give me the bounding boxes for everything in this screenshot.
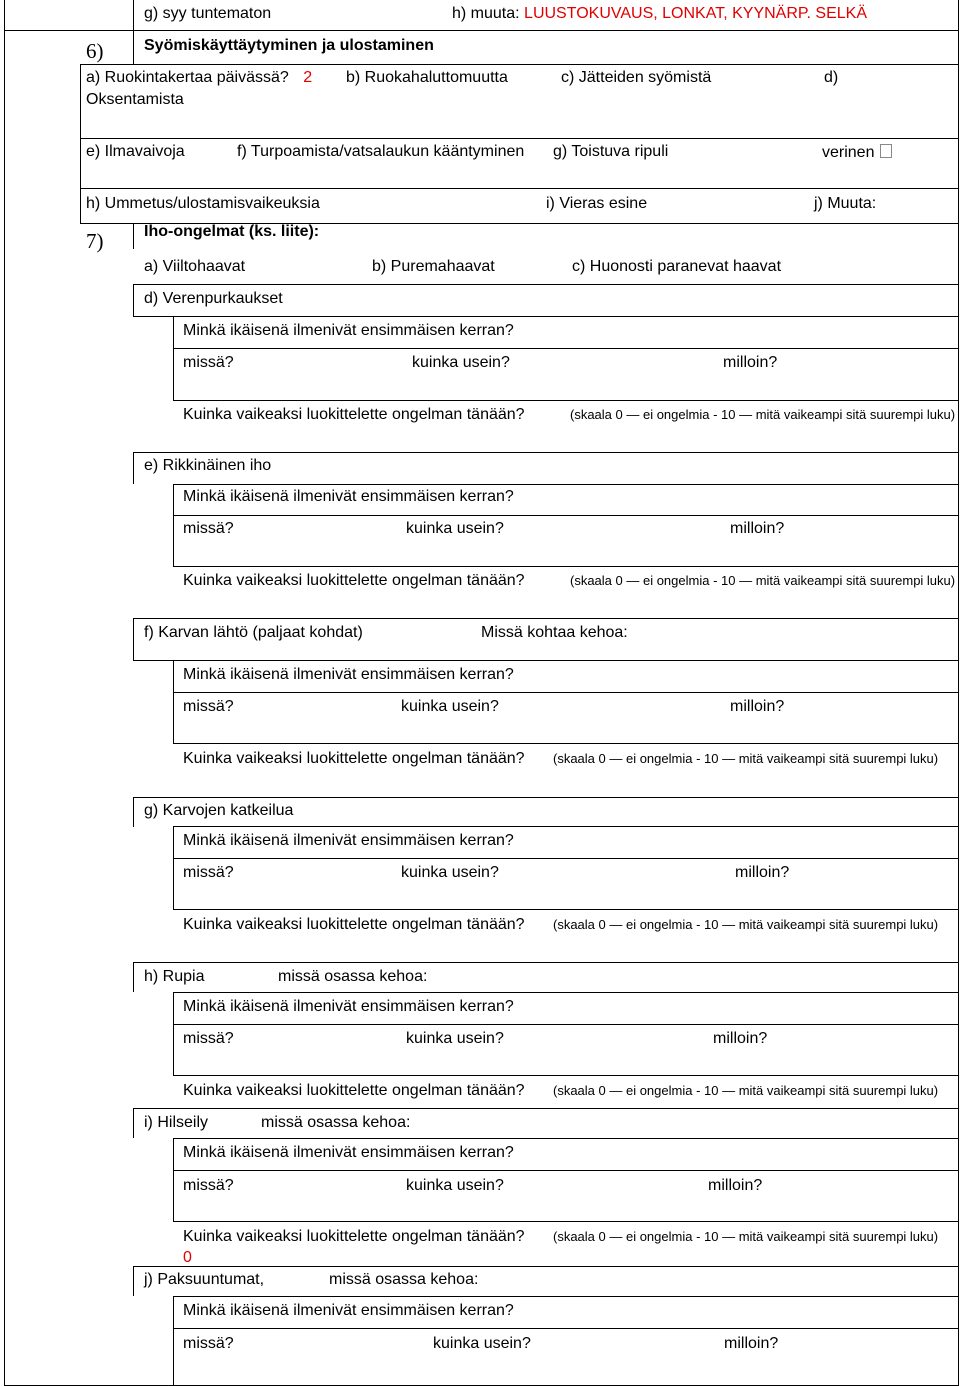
- when-label: milloin?: [735, 864, 790, 881]
- divider: [80, 138, 959, 139]
- when-label: milloin?: [723, 354, 778, 371]
- divider: [173, 743, 959, 744]
- option-other-value: LUUSTOKUVAUS, LONKAT, KYYNÄRP. SELKÄ: [524, 5, 867, 22]
- how-often-label: kuinka usein?: [406, 520, 504, 537]
- severity-question: Kuinka vaikeaksi luokittelette ongelman tänään?: [183, 572, 525, 589]
- option-vomiting: Oksentamista: [86, 91, 184, 108]
- divider: [133, 1266, 959, 1267]
- option-recurring-diarrhea: g) Toistuva ripuli: [553, 143, 669, 160]
- checkbox-icon[interactable]: [880, 144, 892, 158]
- severity-scale: (skaala 0 — ei ongelmia - 10 — mitä vaikeampi sitä suurempi luku): [570, 407, 956, 422]
- option-foreign-object: i) Vieras esine: [546, 195, 648, 212]
- divider: [173, 316, 174, 401]
- divider: [173, 826, 959, 827]
- divider: [133, 452, 959, 453]
- severity-question: Kuinka vaikeaksi luokittelette ongelman tänään?: [183, 916, 525, 933]
- bloody-label: verinen: [822, 144, 875, 161]
- where-on-body-label: missä osassa kehoa:: [261, 1114, 411, 1131]
- how-often-label: kuinka usein?: [433, 1335, 531, 1352]
- option-loss-of-appetite: b) Ruokahaluttomuutta: [346, 69, 508, 86]
- where-label: missä?: [183, 1335, 234, 1352]
- option-other-label: h) muuta:: [452, 5, 520, 22]
- divider: [4, 30, 959, 31]
- when-label: milloin?: [730, 698, 785, 715]
- option-d-label: d): [824, 69, 839, 86]
- how-often-label: kuinka usein?: [401, 864, 499, 881]
- divider: [173, 992, 959, 993]
- option-constipation: h) Ummetus/ulostamisvaikeuksia: [86, 195, 320, 212]
- severity-scale: (skaala 0 — ei ongelmia - 10 — mitä vaikeampi sitä suurempi luku): [553, 917, 939, 932]
- where-label: missä?: [183, 1177, 234, 1194]
- severity-question: Kuinka vaikeaksi luokittelette ongelman tänään?: [183, 750, 525, 767]
- option-broken-skin: e) Rikkinäinen iho: [144, 457, 272, 474]
- when-label: milloin?: [708, 1177, 763, 1194]
- divider: [133, 452, 134, 484]
- where-label: missä?: [183, 1030, 234, 1047]
- age-question: Minkä ikäisenä ilmenivät ensimmäisen kerran?: [183, 488, 514, 505]
- when-label: milloin?: [713, 1030, 768, 1047]
- where-on-body-label: missä osassa kehoa:: [278, 968, 428, 985]
- option-poorly-healing: c) Huonosti paranevat haavat: [572, 258, 782, 275]
- where-label: missä?: [183, 520, 234, 537]
- option-other-6: j) Muuta:: [814, 195, 877, 212]
- option-scabs: h) Rupia: [144, 968, 205, 985]
- divider: [173, 484, 174, 567]
- option-cuts: a) Viiltohaavat: [144, 258, 246, 275]
- divider: [173, 484, 959, 485]
- divider: [173, 348, 959, 349]
- where-label: missä?: [183, 698, 234, 715]
- severity-scale: (skaala 0 — ei ongelmia - 10 — mitä vaikeampi sitä suurempi luku): [553, 1083, 939, 1098]
- divider: [173, 1138, 959, 1139]
- left-border: [4, 0, 5, 1386]
- divider: [133, 962, 959, 963]
- divider: [173, 400, 959, 401]
- divider: [173, 858, 959, 859]
- option-scaling: i) Hilseily: [144, 1114, 208, 1131]
- section-number: 7): [86, 229, 104, 253]
- how-often-label: kuinka usein?: [401, 698, 499, 715]
- severity-question: Kuinka vaikeaksi luokittelette ongelman tänään?: [183, 1082, 525, 1099]
- divider: [133, 1108, 134, 1138]
- divider: [80, 188, 959, 189]
- divider: [133, 962, 134, 992]
- divider: [173, 992, 174, 1076]
- divider: [80, 64, 81, 224]
- divider: [133, 284, 959, 285]
- option-eating-waste: c) Jätteiden syömistä: [561, 69, 712, 86]
- severity-scale: (skaala 0 — ei ongelmia - 10 — mitä vaikeampi sitä suurempi luku): [570, 573, 956, 588]
- divider: [80, 64, 959, 65]
- divider: [173, 1170, 959, 1171]
- where-label: missä?: [183, 354, 234, 371]
- section-number: 6): [86, 39, 104, 63]
- when-label: milloin?: [730, 520, 785, 537]
- divider: [133, 618, 959, 619]
- severity-question: Kuinka vaikeaksi luokittelette ongelman tänään?: [183, 406, 525, 423]
- feedings-label: a) Ruokintakertaa päivässä?: [86, 69, 289, 86]
- divider: [173, 1138, 174, 1222]
- divider: [133, 1266, 134, 1296]
- divider: [173, 826, 174, 910]
- divider: [133, 284, 134, 317]
- divider: [133, 223, 134, 249]
- severity-question: Kuinka vaikeaksi luokittelette ongelman tänään?: [183, 1228, 525, 1245]
- where-on-body-label: Missä kohtaa kehoa:: [481, 624, 628, 641]
- age-question: Minkä ikäisenä ilmenivät ensimmäisen kerran?: [183, 998, 514, 1015]
- option-bloat-torsion: f) Turpoamista/vatsalaukun kääntyminen: [237, 143, 525, 160]
- divider: [133, 316, 959, 317]
- divider: [133, 660, 959, 661]
- divider: [173, 1296, 174, 1386]
- where-label: missä?: [183, 864, 234, 881]
- feedings-value: 2: [303, 69, 313, 86]
- option-other: [452, 6, 867, 22]
- divider: [173, 660, 174, 744]
- when-label: milloin?: [724, 1335, 779, 1352]
- how-often-label: kuinka usein?: [412, 354, 510, 371]
- divider: [133, 1108, 959, 1109]
- option-thickening: j) Paksuuntumat,: [144, 1271, 265, 1288]
- option-flatulence: e) Ilmavaivoja: [86, 143, 185, 160]
- option-unknown-cause: g) syy tuntematon: [144, 5, 272, 22]
- divider: [173, 515, 959, 516]
- section-title: Iho-ongelmat (ks. liite):: [144, 223, 320, 240]
- option-hair-breakage: g) Karvojen katkeilua: [144, 802, 294, 819]
- where-on-body-label: missä osassa kehoa:: [329, 1271, 479, 1288]
- divider: [133, 618, 134, 661]
- option-bleeding: d) Verenpurkaukset: [144, 290, 283, 307]
- age-question: Minkä ikäisenä ilmenivät ensimmäisen kerran?: [183, 666, 514, 683]
- divider: [173, 1296, 959, 1297]
- divider: [133, 797, 959, 798]
- severity-scale: (skaala 0 — ei ongelmia - 10 — mitä vaikeampi sitä suurempi luku): [553, 1229, 939, 1244]
- section-title: Syömiskäyttäytyminen ja ulostaminen: [144, 37, 434, 54]
- how-often-label: kuinka usein?: [406, 1177, 504, 1194]
- divider: [173, 909, 959, 910]
- right-border: [958, 0, 959, 1386]
- divider: [173, 566, 959, 567]
- age-question: Minkä ikäisenä ilmenivät ensimmäisen kerran?: [183, 832, 514, 849]
- option-bloody: [822, 144, 892, 161]
- age-question: Minkä ikäisenä ilmenivät ensimmäisen kerran?: [183, 322, 514, 339]
- severity-answer: 0: [183, 1249, 192, 1266]
- divider: [133, 0, 134, 30]
- option-hair-loss: f) Karvan lähtö (paljaat kohdat): [144, 624, 363, 641]
- divider: [173, 1075, 959, 1076]
- divider: [173, 692, 959, 693]
- divider: [133, 797, 134, 827]
- divider: [173, 1024, 959, 1025]
- divider: [173, 1328, 959, 1329]
- option-bite-wounds: b) Puremahaavat: [372, 258, 495, 275]
- how-often-label: kuinka usein?: [406, 1030, 504, 1047]
- divider: [173, 1221, 959, 1222]
- option-feedings-per-day: [86, 70, 312, 86]
- divider: [133, 30, 134, 65]
- age-question: Minkä ikäisenä ilmenivät ensimmäisen kerran?: [183, 1302, 514, 1319]
- age-question: Minkä ikäisenä ilmenivät ensimmäisen kerran?: [183, 1144, 514, 1161]
- severity-scale: (skaala 0 — ei ongelmia - 10 — mitä vaikeampi sitä suurempi luku): [553, 751, 939, 766]
